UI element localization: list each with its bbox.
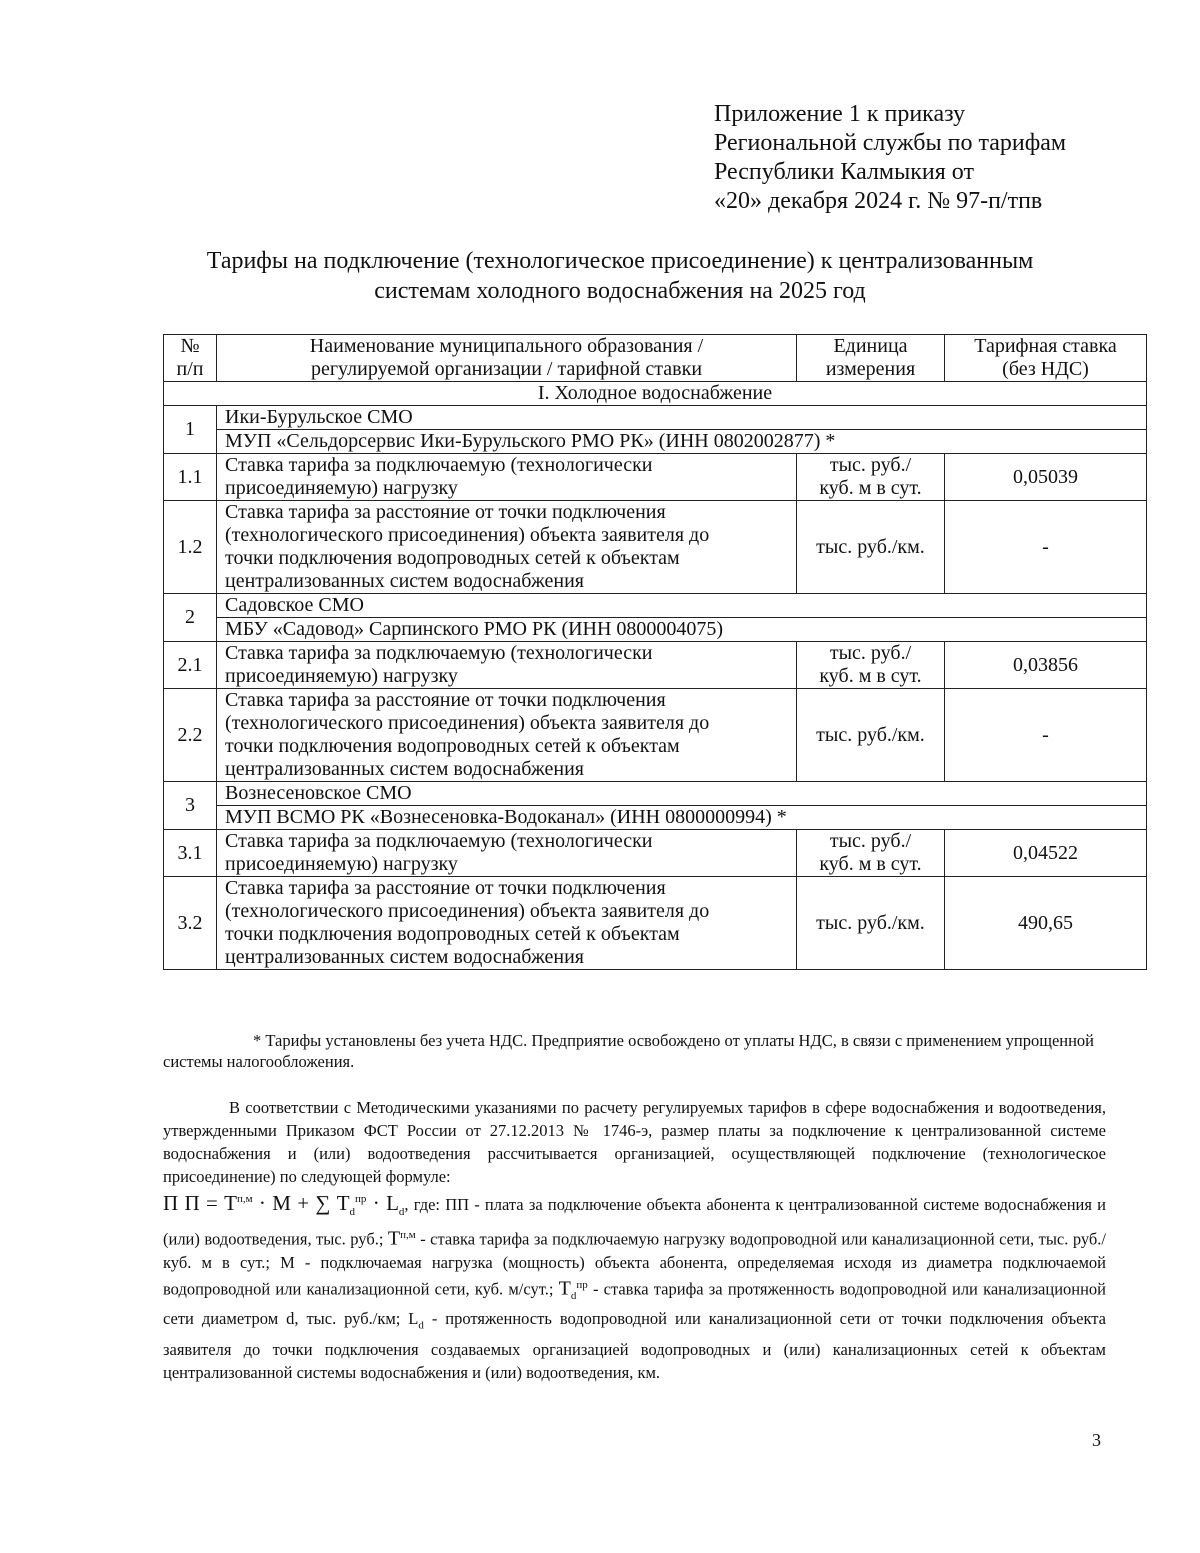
row-rate: 0,05039 [945, 454, 1147, 501]
row-rate: 0,03856 [945, 642, 1147, 689]
page-number: 3 [1092, 1430, 1101, 1450]
approval-line-2: Региональной службы по тарифам [714, 130, 1067, 156]
table-row [164, 689, 1147, 782]
row-name-line: централизованных систем водоснабжения [225, 758, 584, 780]
table-row [164, 830, 1147, 877]
row-number: 3.1 [164, 830, 217, 877]
row-rate: 0,04522 [945, 830, 1147, 877]
row-name [217, 642, 797, 689]
row-name-line: присоединяемую) нагрузку [225, 853, 458, 875]
row-unit-line: тыс. руб./ [829, 454, 912, 476]
municipality-name: Садовское СМО [217, 594, 1147, 618]
header-number: № п/п [164, 335, 217, 382]
group-number: 3 [164, 782, 217, 830]
row-rate: - [945, 689, 1147, 782]
header-name: Наименование муниципального образования / регулируемой организации / тарифной ставки [217, 335, 797, 382]
row-name-line: точки подключения водопроводных сетей к объектам [225, 923, 680, 945]
row-unit [797, 830, 945, 877]
group-number: 1 [164, 406, 217, 454]
row-unit-line: куб. м в сут. [819, 853, 922, 875]
row-name-line: (технологического присоединения) объекта заявителя до [225, 712, 710, 734]
approval-line-1: Приложение 1 к приказу [714, 101, 966, 127]
row-name-line: Ставка тарифа за расстояние от точки подключения [225, 689, 666, 711]
title-line-2: системам холодного водоснабжения на 2025 год [374, 278, 866, 304]
group-organization-row [164, 618, 1147, 642]
organization-name: МУП ВСМО РК «Вознесеновка-Водоканал» (ИНН 0800000994) * [217, 806, 1147, 830]
row-name-line: Ставка тарифа за расстояние от точки подключения [225, 877, 666, 899]
row-number: 3.2 [164, 877, 217, 970]
row-name-line: точки подключения водопроводных сетей к объектам [225, 547, 680, 569]
section-title: I. Холодное водоснабжение [164, 382, 1147, 406]
row-unit [797, 689, 945, 782]
group-municipality-row [164, 782, 1147, 806]
row-unit [797, 642, 945, 689]
organization-name: МУП «Сельдорсервис Ики-Бурульского РМО РК» (ИНН 0802002877) * [217, 430, 1147, 454]
approval-line-3: Республики Калмыкия от [714, 159, 974, 185]
row-name-line: (технологического присоединения) объекта заявителя до [225, 524, 710, 546]
table-row [164, 877, 1147, 970]
row-name-line: Ставка тарифа за подключаемую (технологически [225, 830, 653, 852]
row-unit-line: тыс. руб./км. [816, 723, 925, 746]
row-unit-line: тыс. руб./ [829, 642, 912, 664]
group-municipality-row [164, 594, 1147, 618]
group-number: 2 [164, 594, 217, 642]
row-unit-line: тыс. руб./км. [816, 911, 925, 934]
row-name-line: централизованных систем водоснабжения [225, 946, 584, 968]
paragraph-2: П $П = Т^{п,м} \cdot М$ + ∑ $Т_d^{пр} \cdot L_d$, где: ПП - плата за подключение объекта абонента к централизованной системе водоснабжения и (или) водоотведения, тыс. руб.; $Т^{п,м}$ - ставка тарифа за подключаемую нагрузку водопроводной или канализационной сети, тыс. руб./куб. м в сут.; М - подключаемая нагрузка (мощность) объекта абонента, определяемая исходя из диаметра подключаемой водопроводной или канализационной сети, куб. м/сут.; $Т_d^{пр}$ - ставка тарифа за протяженность водопроводной или канализационной сети диаметром d, тыс. руб./км; $L_d$ - протяженность водопроводной или канализационной сети от точки подключения объекта заявителя до точки подключения создаваемых организацией водопроводных и (или) канализационных сетей к объектам централизованной системы водоснабжения и (или) водоотведения, км. [163, 1191, 1107, 1382]
table-row [164, 501, 1147, 594]
row-unit [797, 454, 945, 501]
row-name-line: присоединяемую) нагрузку [225, 477, 458, 499]
row-number: 1.1 [164, 454, 217, 501]
row-unit-line: тыс. руб./ [829, 830, 912, 852]
header-unit: Единица измерения [797, 335, 945, 382]
row-name-line: Ставка тарифа за подключаемую (технологически [225, 642, 653, 664]
row-unit [797, 877, 945, 970]
title-line-1: Тарифы на подключение (технологическое присоединение) к централизованным [206, 248, 1034, 274]
row-name-line: Ставка тарифа за подключаемую (технологически [225, 454, 653, 476]
table-header-row [164, 335, 1147, 382]
row-rate: - [945, 501, 1147, 594]
row-name-line: Ставка тарифа за расстояние от точки подключения [225, 501, 666, 523]
footnote: * Тарифы установлены без учета НДС. Предприятие освобождено от уплаты НДС, в связи с применением упрощенной системы налогообложения. [163, 1031, 1095, 1071]
row-unit-line: куб. м в сут. [819, 477, 922, 499]
group-organization-row [164, 430, 1147, 454]
table-row [164, 454, 1147, 501]
tariff-table [163, 334, 1147, 970]
row-name [217, 501, 797, 594]
row-unit [797, 501, 945, 594]
organization-name: МБУ «Садовод» Сарпинского РМО РК (ИНН 0800004075) [217, 618, 1147, 642]
row-name-line: присоединяемую) нагрузку [225, 665, 458, 687]
row-name-line: точки подключения водопроводных сетей к объектам [225, 735, 680, 757]
municipality-name: Ики-Бурульское СМО [217, 406, 1147, 430]
group-municipality-row [164, 406, 1147, 430]
paragraph-1: В соответствии с Методическими указаниями по расчету регулируемых тарифов в сфере водоснабжения и водоотведения, утвержденными Приказом ФСТ России от 27.12.2013 № 1746-э, размер платы за подключение к централизованной системе водоснабжения и (или) водоотведения рассчитывается организацией, осуществляющей подключение (технологическое присоединение) по следующей формуле: [163, 1098, 1106, 1186]
header-rate: Тарифная ставка (без НДС) [945, 335, 1147, 382]
approval-line-4: «20» декабря 2024 г. № 97-п/тпв [714, 188, 1043, 214]
section-row [164, 382, 1147, 406]
row-number: 2.1 [164, 642, 217, 689]
row-number: 1.2 [164, 501, 217, 594]
row-unit-line: тыс. руб./км. [816, 535, 925, 558]
row-unit-line: куб. м в сут. [819, 665, 922, 687]
row-name [217, 689, 797, 782]
row-name [217, 830, 797, 877]
row-name-line: централизованных систем водоснабжения [225, 570, 584, 592]
document-title [120, 246, 1120, 306]
row-name [217, 454, 797, 501]
methodology-text [163, 1096, 1106, 1384]
row-name [217, 877, 797, 970]
municipality-name: Вознесеновское СМО [217, 782, 1147, 806]
row-number: 2.2 [164, 689, 217, 782]
group-organization-row [164, 806, 1147, 830]
table-row [164, 642, 1147, 689]
formula: П $П = Т^{п,м} \cdot М$ + ∑ $Т_d^{пр} \cdot L_d$ [163, 1191, 405, 1219]
row-rate: 490,65 [945, 877, 1147, 970]
row-name-line: (технологического присоединения) объекта заявителя до [225, 900, 710, 922]
approval-block [714, 100, 1066, 216]
